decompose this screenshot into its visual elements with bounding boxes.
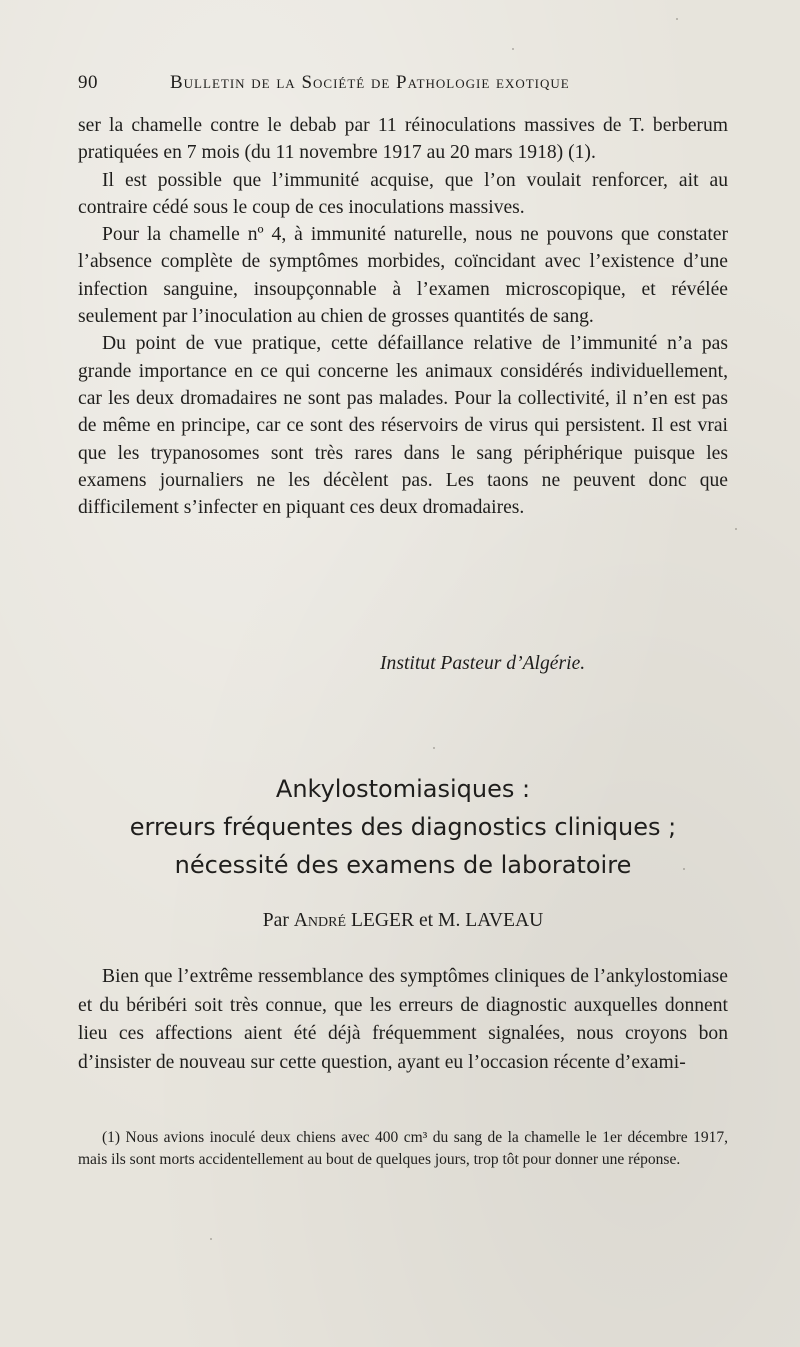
article-title bbox=[78, 770, 728, 884]
scan-speck bbox=[512, 48, 514, 50]
authors-conjunction: et bbox=[418, 910, 434, 931]
article-opening bbox=[78, 963, 728, 1077]
author-1-first-name: André bbox=[293, 910, 347, 931]
paragraph-4: Du point de vue pratique, cette défaillance relative de l’immunité n’a pas grande importance en ce qui concerne les animaux considérés individuellement, car les deux dromadaires ne sont pas malades. Pour la collectivité, il n’en est pas de même en principe, car ce sont des réservoirs de virus qui persistent. Il est vrai que les trypanosomes sont très rares dans le sang périphérique puisque les examens journaliers ne les décèlent pas. Les taons ne peuvent donc que difficilement s’infecter en piquant ces deux dromadaires. bbox=[78, 333, 728, 519]
scan-speck bbox=[676, 18, 678, 20]
scan-speck bbox=[433, 747, 435, 749]
institution-signature: Institut Pasteur d’Algérie. bbox=[380, 653, 586, 674]
paragraph-1: ser la chamelle contre le debab par 11 réinoculations massives de T. berberum pratiquées en 7 mois (du 11 novembre 1917 au 20 mars 1918) (1). bbox=[78, 115, 728, 164]
article-authors bbox=[78, 910, 728, 932]
authors-prefix: Par bbox=[262, 910, 289, 931]
opening-paragraph: Bien que l’extrême ressemblance des symptômes cliniques de l’ankylostomiase et du béribéri soit très connue, que les erreurs de diagnostic auxquelles donnent lieu ces affections aient été déjà fréquemment signalées, nous croyons bon d’insister de nouveau sur cette question, ayant eu l’occasion récente d’exami- bbox=[78, 966, 728, 1073]
footnote bbox=[78, 1127, 728, 1171]
scan-speck bbox=[210, 1238, 212, 1240]
page-number: 90 bbox=[78, 72, 98, 93]
article-title-line-1: Ankylostomiasiques : bbox=[275, 775, 531, 803]
author-1-last-name: LEGER bbox=[350, 910, 415, 931]
page-header bbox=[78, 72, 738, 98]
scan-speck bbox=[735, 528, 737, 530]
article-title-line-3: nécessité des examens de laboratoire bbox=[174, 851, 632, 879]
author-2-name: M. LAVEAU bbox=[438, 910, 544, 931]
body-text bbox=[78, 112, 728, 521]
article-title-line-2: erreurs fréquentes des diagnostics cliniques ; bbox=[129, 813, 677, 841]
paragraph-3: Pour la chamelle nº 4, à immunité naturelle, nous ne pouvons que constater l’absence complète de symptômes morbides, coïncidant avec l’existence d’une infection sanguine, insoupçonnable à l’examen microscopique, et révélée seulement par l’inoculation au chien de grosses quantités de sang. bbox=[78, 224, 728, 328]
paragraph-2: Il est possible que l’immunité acquise, que l’on voulait renforcer, ait au contraire cédé sous le coup de ces inoculations massives. bbox=[78, 169, 728, 218]
scan-speck bbox=[683, 868, 685, 870]
running-title: Bulletin de la Société de Pathologie exotique bbox=[170, 72, 570, 93]
footnote-text: (1) Nous avions inoculé deux chiens avec 400 cm³ du sang de la chamelle le 1er décembre 1917, mais ils sont morts accidentellement au bout de quelques jours, trop tôt pour donner une réponse. bbox=[78, 1129, 728, 1168]
